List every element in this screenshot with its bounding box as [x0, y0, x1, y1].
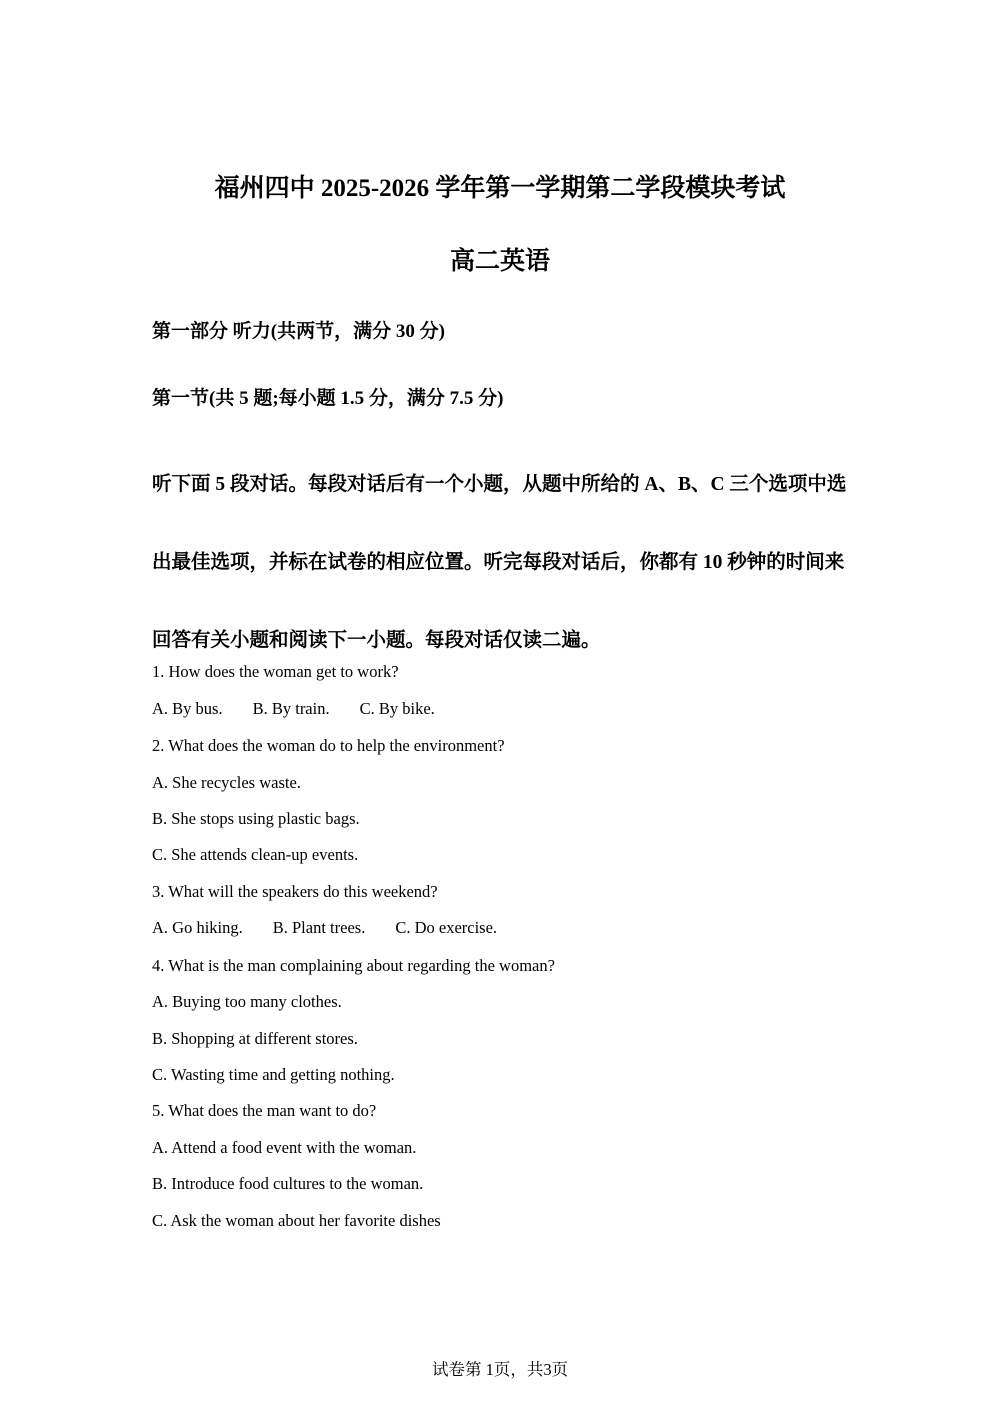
exam-subtitle: 高二英语 — [449, 248, 550, 275]
question-2-option-a: A. She recycles waste. — [152, 773, 301, 792]
question-5-option-c: C. Ask the woman about her favorite dishes — [152, 1211, 441, 1230]
question-2-option-b: B. She stops using plastic bags. — [152, 809, 360, 828]
question-3-option-a: A. Go hiking. — [152, 918, 243, 937]
question-5-option-b: B. Introduce food cultures to the woman. — [152, 1174, 424, 1193]
question-3-options — [152, 918, 497, 938]
question-4-option-a: A. Buying too many clothes. — [152, 992, 342, 1011]
question-2-stem: 2. What does the woman do to help the environment? — [152, 736, 505, 755]
part-one-heading: 第一部分 听力(共两节，满分 30 分) — [152, 321, 445, 342]
page-footer: 试卷第 1页，共3页 — [431, 1360, 569, 1379]
question-1-option-c: C. By bike. — [359, 699, 435, 718]
question-4-option-c: C. Wasting time and getting nothing. — [152, 1065, 395, 1084]
question-1-option-b: B. By train. — [252, 699, 330, 718]
question-3-option-c: C. Do exercise. — [395, 918, 498, 937]
section-one-heading: 第一节(共 5 题;每小题 1.5 分，满分 7.5 分) — [152, 388, 504, 409]
question-5-stem: 5. What does the man want to do? — [152, 1101, 377, 1120]
question-1-options — [152, 699, 435, 719]
question-4-stem: 4. What is the man complaining about regarding the woman? — [152, 956, 555, 975]
question-5-option-a: A. Attend a food event with the woman. — [152, 1138, 417, 1157]
question-1-option-a: A. By bus. — [152, 699, 223, 718]
question-2-option-c: C. She attends clean-up events. — [152, 845, 359, 864]
question-1-stem: 1. How does the woman get to work? — [152, 662, 399, 681]
exam-title: 福州四中 2025-2026 学年第一学期第二学段模块考试 — [214, 175, 786, 202]
question-3-stem: 3. What will the speakers do this weekend? — [152, 882, 438, 901]
listening-instructions: 听下面 5 段对话。每段对话后有一个小题，从题中所给的 A、B、C 三个选项中选出最佳选项，并标在试卷的相应位置。听完每段对话后，你都有 10 秒钟的时间来回答有关小题和阅读下一小题。每段对话仅读二遍。 — [152, 474, 847, 651]
question-4-option-b: B. Shopping at different stores. — [152, 1029, 358, 1048]
question-3-option-b: B. Plant trees. — [272, 918, 366, 937]
